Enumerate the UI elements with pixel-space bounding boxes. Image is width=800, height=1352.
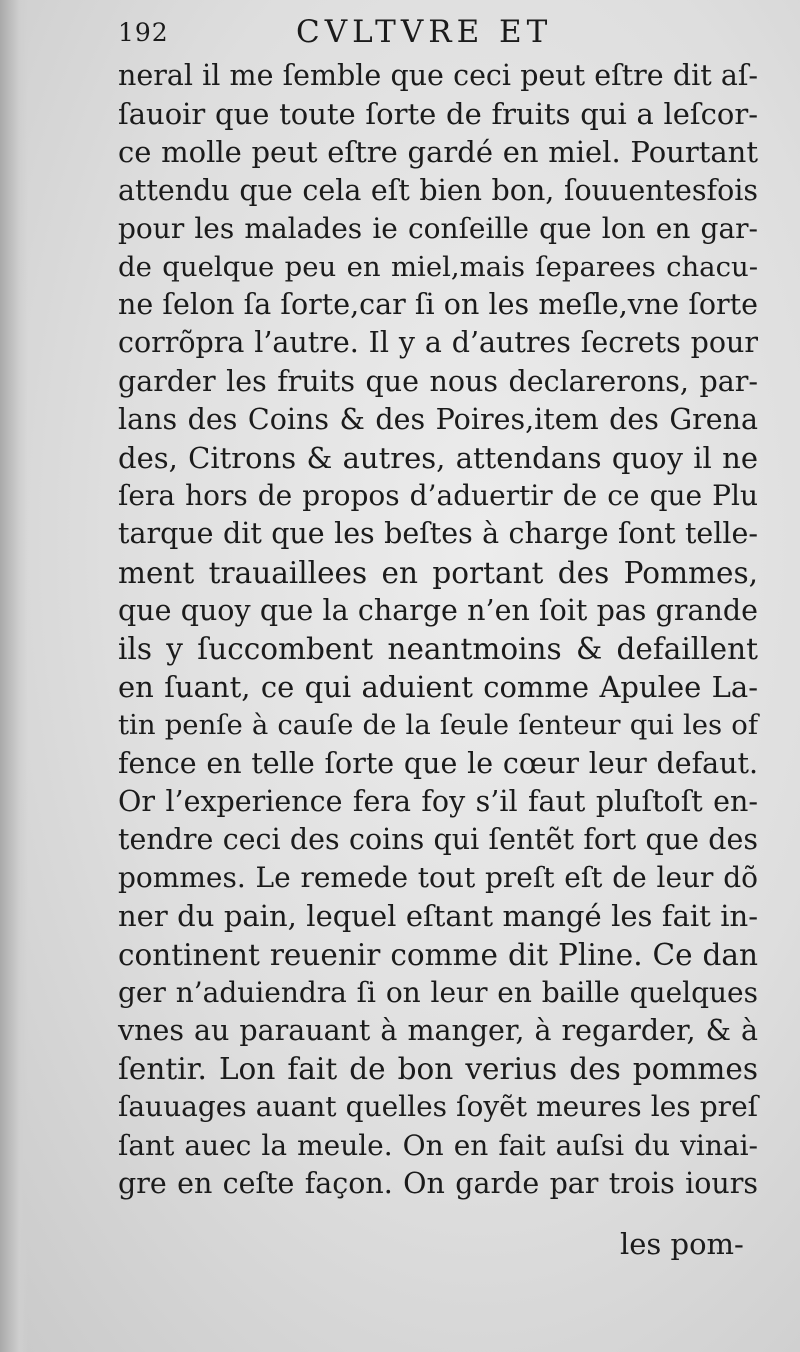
text-line: ſentir. Lon fait de bon verius des pommes (118, 1052, 758, 1087)
text-line: en ſuant, ce qui aduient comme Apulee La- (118, 670, 758, 705)
text-line: ſauoir que toute ſorte de fruits qui a leſcor- (118, 97, 758, 132)
text-line: tin penſe à cauſe de la ſeule ſenteur qui les of (118, 709, 758, 742)
text-line: de quelque peu en miel,mais ſeparees chacu- (118, 251, 758, 284)
text-line: Or l’experience fera foy s’il faut pluſtoſt en- (118, 784, 758, 818)
text-line: pommes. Le remede tout preſt eſt de leur dõ (118, 861, 758, 895)
text-line: continent reuenir comme dit Pline. Ce dan (118, 937, 758, 972)
text-line: pour les malades ie conſeille que lon en gar- (118, 211, 758, 245)
text-line: corrõpra l’autre. Il y a d’autres ſecrets pour (118, 326, 758, 360)
page-number: 192 (118, 18, 169, 47)
text-line: ger n’aduiendra ſi on leur en baille quelques (118, 975, 758, 1009)
text-line: lans des Coins & des Poires,item des Grena (118, 402, 758, 436)
text-line: ſant auec la meule. On en fait auſsi du vinai- (118, 1128, 758, 1162)
page-gutter-shadow (0, 0, 28, 1352)
text-line: ce molle peut eſtre gardé en miel. Pourtant (118, 135, 758, 170)
text-line: tarque dit que les beſtes à charge ſont telle- (118, 517, 758, 551)
text-line: ſera hors de propos d’aduertir de ce que Plu (118, 479, 758, 513)
text-line: tendre ceci des coins qui ſentẽt fort que des (118, 823, 758, 857)
text-line: ſauuages auant quelles ſoyẽt meures les preſ (118, 1090, 758, 1124)
running-head: CVLTVRE ET (296, 14, 553, 50)
text-line: neral il me ſemble que ceci peut eſtre dit aſ- (118, 59, 758, 92)
text-line: ner du pain, lequel eſtant mangé les fait in- (118, 899, 758, 934)
text-line: ils y ſuccombent neantmoins & defaillent (118, 632, 758, 667)
text-line: fence en telle ſorte que le cœur leur defaut. (118, 746, 758, 780)
catchword: les pom- (620, 1227, 744, 1261)
text-line: attendu que cela eſt bien bon, ſouuentesfois (118, 173, 758, 207)
body-text (118, 57, 758, 1203)
text-line: ment trauaillees en portant des Pommes, (118, 555, 758, 590)
text-line: des, Citrons & autres, attendans quoy il ne (118, 441, 758, 476)
page-header (118, 12, 768, 52)
text-line: gre en ceſte façon. On garde par trois iours (118, 1166, 758, 1200)
text-line: vnes au parauant à manger, à regarder, & à (118, 1014, 758, 1048)
text-line: ne ſelon ſa ſorte,car ſi on les meſle,vne ſorte (118, 288, 758, 322)
text-line: garder les fruits que nous declarerons, par- (118, 364, 758, 398)
text-line: que quoy que la charge n’en ſoit pas grande (118, 593, 758, 627)
